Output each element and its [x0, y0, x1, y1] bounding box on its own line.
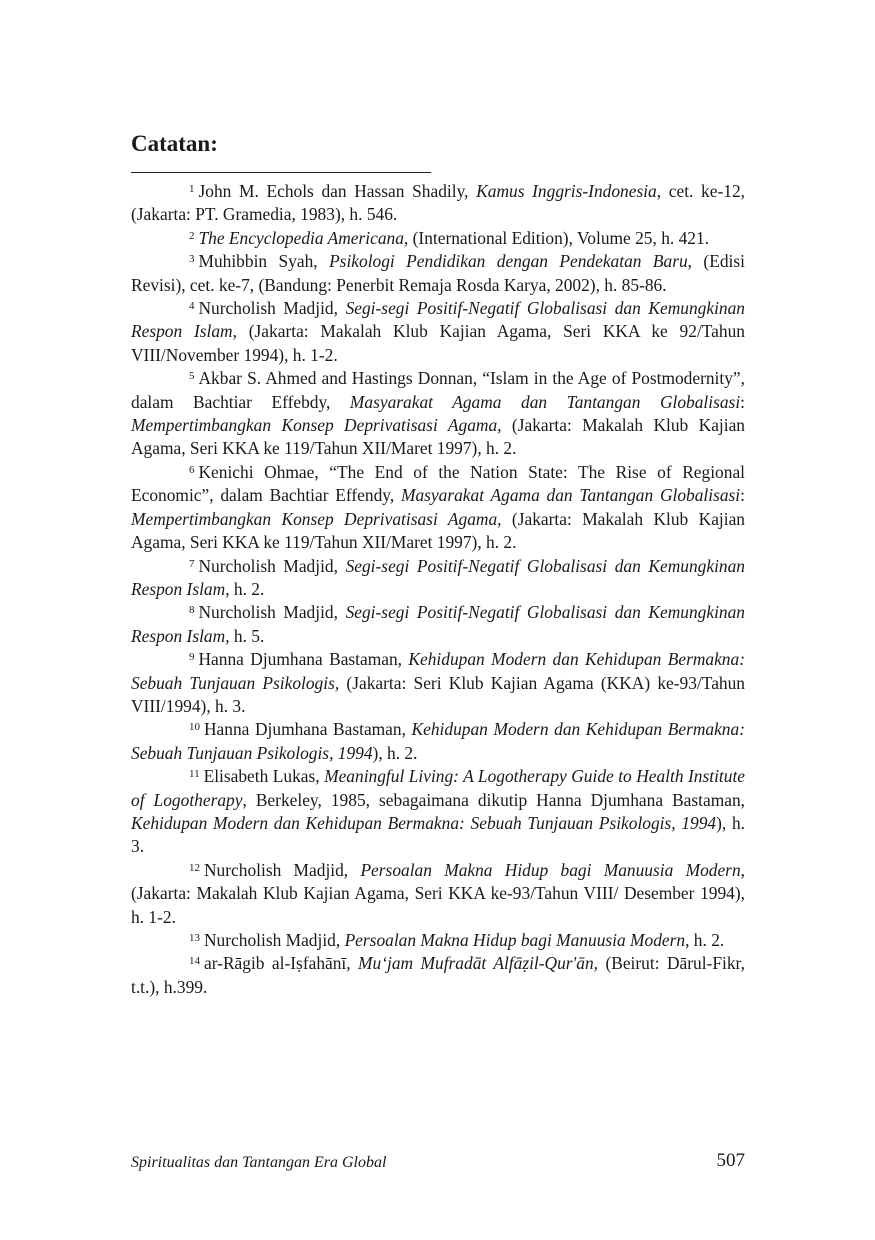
footnote-number: 2 [189, 229, 195, 242]
footnote-text: John M. Echols dan Hassan Shadily, [198, 181, 477, 201]
footnote-number: 11 [189, 768, 200, 781]
footnote-text: Nurcholish Madjid, [198, 298, 346, 319]
footnote [131, 250, 745, 297]
footnote-text: : [740, 391, 745, 412]
footnote-text: ), h. 2. [372, 742, 418, 763]
footnote-text: ), h. 3. [131, 812, 746, 857]
footnote-number: 1 [189, 183, 195, 195]
footnote-number: 9 [189, 651, 195, 664]
footnote-text: (International Edition), Volume 25, h. 421. [408, 227, 710, 248]
footnote-text: , (Jakarta: Makalah Klub Kajian Agama, Seri KKA ke 92/Tahun VIII/November 1994), h. 1-2. [131, 321, 745, 365]
footnote [131, 461, 745, 555]
footnote [131, 718, 745, 765]
footnote-title-text: The Encyclopedia Americana, [198, 227, 409, 248]
footnote-text: h. 5. [229, 625, 265, 646]
footnote-text: Nurcholish Madjid, [204, 859, 361, 880]
footnote-title-text: Psikologi Pendidikan dengan Pendekatan Baru [329, 251, 688, 272]
footnote-text: Kenichi Ohmae, “The End of the Nation State: The Rise of Regional Economic”, dalam Bachtiar Effendy, [131, 461, 745, 506]
footnote-title-text: , Mu‘jam Mufradāt Alfāẓil-Qur'ān, [346, 953, 599, 974]
footnotes-list [131, 180, 745, 999]
footnote-text: Hanna Djumhana Bastaman, [198, 649, 409, 670]
footnote-divider [131, 172, 431, 173]
footnote-title-text: Segi-segi Positif-Negatif Globalisasi dan Kemungkinan Respon Islam, [131, 555, 745, 599]
footnote-title-text: Meaningful Living: A Logotherapy Guide to Health Institute of Logotherapy [131, 766, 745, 810]
page-heading: Catatan: [131, 131, 218, 156]
footnote-text: Nurcholish Madjid, [204, 930, 345, 950]
footnote-text: (Beirut: Dārul-Fikr, t.t.), h.399. [131, 953, 745, 997]
footnote-title-text: Mempertimbangkan Konsep Deprivatisasi Agama, [131, 508, 502, 529]
footnote-text: , (Jakarta: Makalah Klub Kajian Agama, Seri KKA ke-93/Tahun VIII/ Desember 1994), h. 1-2. [131, 859, 745, 927]
footnote [131, 180, 745, 227]
footnote-number: 14 [189, 955, 200, 968]
footnote [131, 765, 745, 859]
footnote-number: 8 [189, 604, 195, 617]
footnote-number: 6 [189, 463, 195, 476]
footnote-title-text: Kehidupan Modern dan Kehidupan Bermakna: Sebuah Tunjauan Psikologis, [131, 649, 745, 693]
footnote-title-text: Kehidupan Modern dan Kehidupan Bermakna: Sebuah Tunjauan Psikologis, 1994 [131, 812, 717, 833]
footnote-number: 3 [189, 253, 195, 266]
footnote-text: h. 2. [229, 578, 265, 599]
footnote-text: (Jakarta: Seri Klub Kajian Agama (KKA) ke-93/Tahun VIII/1994), h. 3. [131, 672, 745, 716]
footnote [131, 555, 745, 602]
footnote-number: 5 [189, 370, 195, 383]
footnote [131, 227, 745, 250]
footnote-number: 13 [189, 932, 200, 944]
footnote [131, 367, 745, 461]
footnote-title-text: Kehidupan Modern dan Kehidupan Bermakna: Sebuah Tunjauan Psikologis, 1994 [131, 719, 745, 763]
footnote-title-text: Segi-segi Positif-Negatif Globalisasi dan Kemungkinan Respon Islam [131, 298, 745, 342]
running-footer-title: Spiritualitas dan Tantangan Era Global [131, 1154, 387, 1171]
footnote-number: 4 [189, 300, 195, 313]
footnote-text: Nurcholish Madjid, [198, 602, 346, 623]
footnote-number: 10 [189, 721, 200, 734]
footnote-text: ar-Rāgib al-Iṣfahānī [204, 953, 347, 974]
footnote-number: 12 [189, 861, 200, 874]
footnote-text: Hanna Djumhana Bastaman, [204, 719, 412, 740]
footnote-title-text: Persoalan Makna Hidup bagi Manuusia Modern [344, 930, 686, 950]
footnote [131, 297, 745, 367]
footnote-text: Elisabeth Lukas, [203, 766, 325, 787]
footnote-title-text: Masyarakat Agama dan Tantangan Globalisasi [400, 485, 741, 506]
footnote-text: Muhibbin Syah, [198, 251, 330, 272]
footnote [131, 601, 745, 648]
footnote [131, 952, 745, 999]
footnote [131, 929, 745, 952]
footnote-text: (Jakarta: Makalah Klub Kajian Agama, Seri KKA ke 119/Tahun XII/Maret 1997), h. 2. [131, 508, 746, 553]
footnote-text: , cet. ke-12, (Jakarta: PT. Gramedia, 1983), h. 546. [131, 181, 745, 225]
footnote [131, 859, 745, 929]
footnote-number: 7 [189, 557, 195, 570]
footnote-text: , h. 2. [685, 930, 725, 950]
footnote-title-text: Persoalan Makna Hidup bagi Manuusia Modern [360, 859, 741, 880]
footnote [131, 648, 745, 718]
footnote-text: (Jakarta: Makalah Klub Kajian Agama, Seri KKA ke 119/Tahun XII/Maret 1997), h. 2. [131, 415, 746, 459]
footnote-text: Nurcholish Madjid, [198, 555, 346, 576]
footnote-text: , Berkeley, 1985, sebagaimana dikutip Hanna Djumhana Bastaman, [242, 789, 745, 810]
footnote-title-text: Kamus Inggris-Indonesia [476, 181, 657, 201]
footnote-title-text: Masyarakat Agama dan Tantangan Globalisasi [349, 391, 741, 412]
footnote-text: : [740, 485, 745, 506]
footnote-title-text: Mempertimbangkan Konsep Deprivatisasi Agama, [131, 415, 502, 436]
page-number: 507 [716, 1150, 745, 1171]
footnote-title-text: Segi-segi Positif-Negatif Globalisasi dan Kemungkinan Respon Islam, [131, 602, 745, 646]
footnote-text: Akbar S. Ahmed and Hastings Donnan, “Islam in the Age of Postmodernity”, dalam Bachtiar Effebdy, [131, 368, 745, 412]
footnote-text: , (Edisi Revisi), cet. ke-7, (Bandung: Penerbit Remaja Rosda Karya, 2002), h. 85-86. [131, 251, 745, 295]
